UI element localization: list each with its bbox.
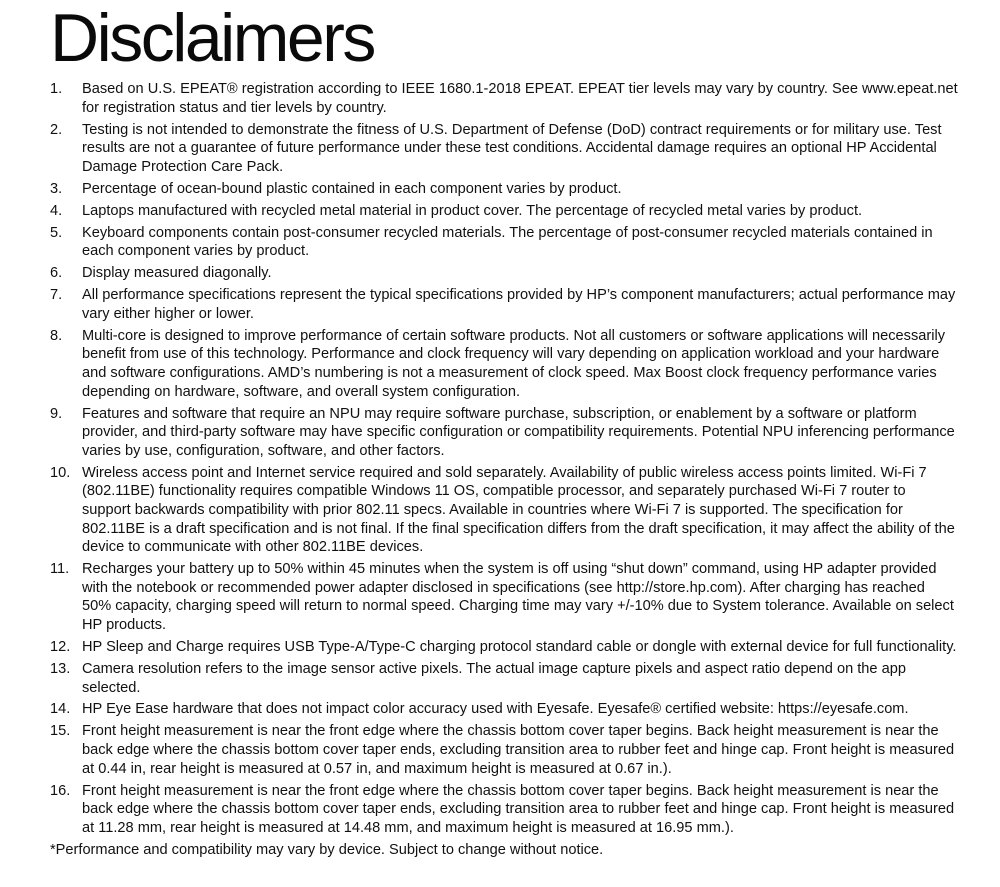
disclaimer-number: 16. xyxy=(50,782,71,799)
disclaimer-number: 15. xyxy=(50,723,71,740)
disclaimer-item xyxy=(50,121,960,177)
disclaimer-text: Multi-core is designed to improve performance of certain software products. Not all customers or software applications will necessarily benefit from use of this technology. Performance and clock frequency will vary depending on application workload and your hardware and software configurations. AMD’s numbering is not a measurement of clock speed. Max Boost clock frequency performance varies depending on hardware, software, and overall system configuration. xyxy=(82,327,946,400)
disclaimer-item xyxy=(50,224,960,261)
disclaimer-number: 1. xyxy=(50,81,63,97)
disclaimer-text: Display measured diagonally. xyxy=(82,265,272,282)
page-title: Disclaimers xyxy=(50,0,374,76)
disclaimer-text: Laptops manufactured with recycled metal material in product cover. The percentage of recycled metal varies by product. xyxy=(82,202,863,219)
disclaimer-item xyxy=(50,286,960,323)
disclaimer-item xyxy=(50,560,960,634)
disclaimer-number: 14. xyxy=(50,701,71,718)
disclaimer-number: 7. xyxy=(50,287,63,304)
disclaimer-list xyxy=(50,80,960,837)
disclaimer-text: Wireless access point and Internet service required and sold separately. Availability of public wireless access points limited. Wi-Fi 7 (802.11BE) functionality requires compatible Windows 11 OS, compatible processor, and separately purchased Wi-Fi 7 router to support backwards compatibility with prior 802.11 specs. Available in countries where Wi-Fi 7 is supported. The specification for 802.11BE is a draft specification and is not final. If the final specification differs from the draft specification, it may affect the ability of the device to communicate with other 802.11BE devices. xyxy=(82,464,955,556)
disclaimer-text: HP Eye Ease hardware that does not impact color accuracy used with Eyesafe. Eyesafe® certified website: https://eyesafe.com. xyxy=(82,701,909,718)
disclaimer-number: 12. xyxy=(50,638,71,655)
disclaimer-number: 11. xyxy=(50,561,70,578)
disclaimer-number: 10. xyxy=(50,464,71,481)
disclaimer-text: Testing is not intended to demonstrate the fitness of U.S. Department of Defense (DoD) contract requirements or for military use. Test results are not a guarantee of future performance under these test conditions. Accidental damage requires an optional HP Accidental Damage Protection Care Pack. xyxy=(82,121,942,175)
disclaimer-text: Camera resolution refers to the image sensor active pixels. The actual image capture pixels and aspect ratio depend on the app selected. xyxy=(82,660,906,696)
disclaimer-item xyxy=(50,405,960,461)
disclaimer-text: Front height measurement is near the front edge where the chassis bottom cover taper begins. Back height measurement is near the back edge where the chassis bottom cover taper ends, excluding transition area to rubber feet and hinge cap. Front height is measured at 0.44 in, rear height is measured at 0.57 in, and maximum height is measured at 0.67 in.). xyxy=(82,723,955,777)
disclaimer-item xyxy=(50,180,960,199)
disclaimer-item xyxy=(50,80,960,117)
footnote: *Performance and compatibility may vary by device. Subject to change without notice. xyxy=(50,841,604,858)
disclaimer-text: Recharges your battery up to 50% within 45 minutes when the system is off using “shut down” command, using HP adapter provided with the notebook or recommended power adapter disclosed in specifications (see http://store.hp.com). After charging has reached 50% capacity, charging speed will return to normal speed. Charging time may vary +/-10% due to System tolerance. Available on select HP products. xyxy=(82,561,954,633)
disclaimer-item xyxy=(50,660,960,697)
disclaimer-text: Features and software that require an NPU may require software purchase, subscription, or enablement by a software or platform provider, and third-party software may have specific configuration or compatibility requirements. Potential NPU inferencing performance varies by use, configuration, software, and other factors. xyxy=(82,405,955,459)
disclaimer-number: 4. xyxy=(50,202,63,219)
disclaimer-item xyxy=(50,722,960,778)
disclaimer-number: 5. xyxy=(50,224,63,241)
disclaimer-item xyxy=(50,202,960,221)
disclaimer-item xyxy=(50,700,960,719)
disclaimer-item xyxy=(50,638,960,657)
disclaimer-item xyxy=(50,464,960,557)
disclaimer-number: 6. xyxy=(50,265,63,282)
disclaimer-number: 13. xyxy=(50,660,71,677)
disclaimer-number: 9. xyxy=(50,405,63,422)
disclaimer-text: Keyboard components contain post-consumer recycled materials. The percentage of post-consumer recycled materials contained in each component varies by product. xyxy=(82,224,933,260)
disclaimer-text: All performance specifications represent the typical specifications provided by HP’s component manufacturers; actual performance may vary either higher or lower. xyxy=(82,287,956,322)
disclaimer-number: 2. xyxy=(50,121,63,138)
disclaimer-item xyxy=(50,782,960,838)
disclaimer-number: 3. xyxy=(50,180,63,197)
disclaimer-item xyxy=(50,264,960,283)
disclaimer-text: Based on U.S. EPEAT® registration according to IEEE 1680.1-2018 EPEAT. EPEAT tier levels may vary by country. See www.epeat.net for registration status and tier levels by country. xyxy=(82,81,958,116)
disclaimer-number: 8. xyxy=(50,327,63,344)
disclaimer-text: HP Sleep and Charge requires USB Type-A/Type-C charging protocol standard cable or dongle with external device for full functionality. xyxy=(82,638,957,655)
disclaimer-item xyxy=(50,327,960,401)
disclaimer-text: Front height measurement is near the front edge where the chassis bottom cover taper begins. Back height measurement is near the back edge where the chassis bottom cover taper ends, excluding transition area to rubber feet and hinge cap. Front height is measured at 11.28 mm, rear height is measured at 14.48 mm, and maximum height is measured at 16.95 mm.). xyxy=(82,782,955,836)
disclaimer-text: Percentage of ocean-bound plastic contained in each component varies by product. xyxy=(82,180,622,197)
